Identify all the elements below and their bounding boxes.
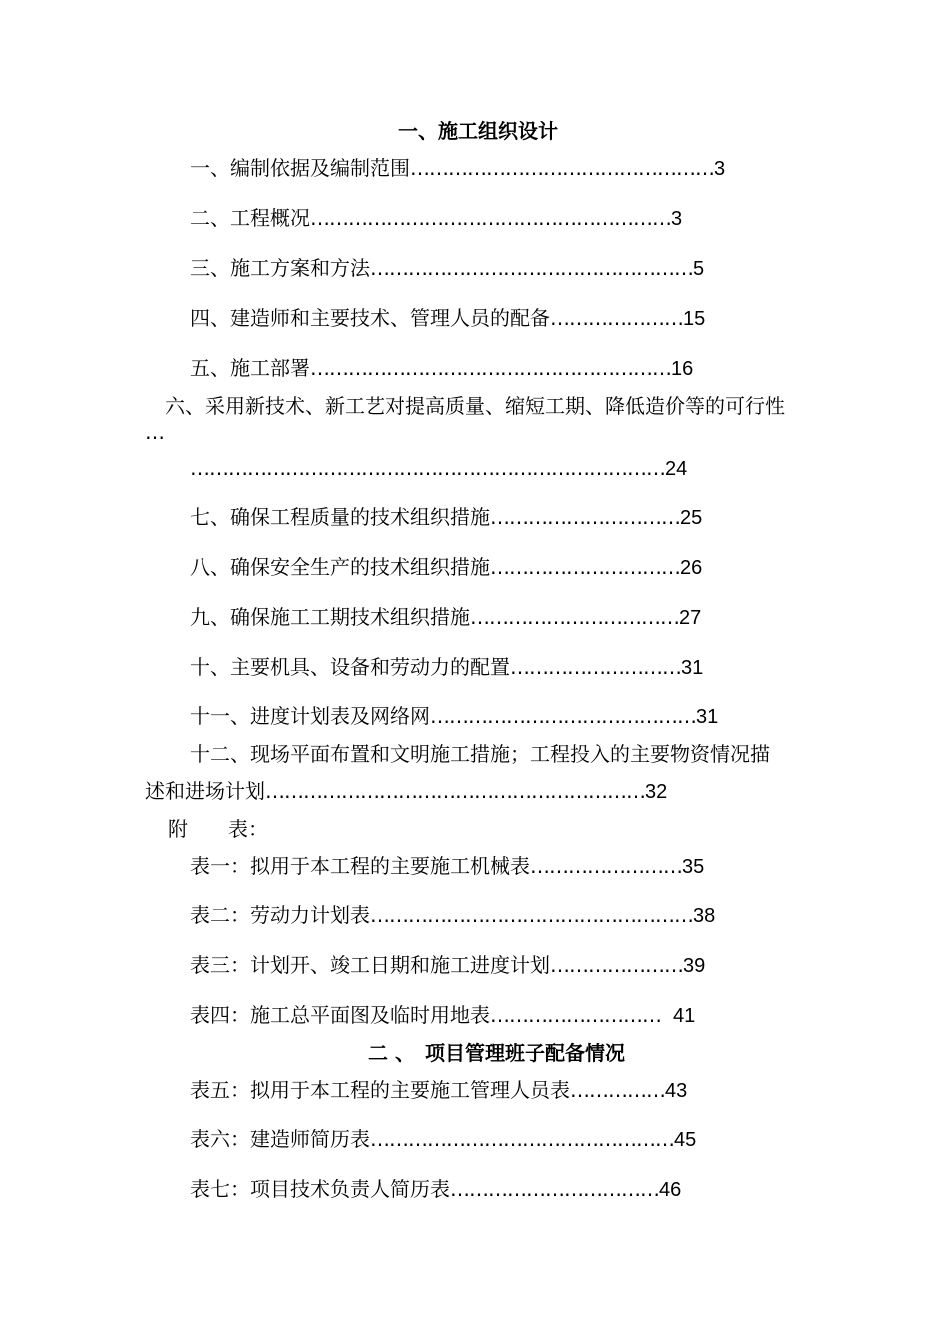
section-title-management-team: 二 、 项目管理班子配备情况 bbox=[368, 1041, 625, 1065]
toc-entry-wrapped-line[interactable]: 十二、现场平面布置和文明施工措施；工程投入的主要物资情况描 bbox=[190, 742, 770, 766]
toc-entry[interactable]: 七、确保工程质量的技术组织措施…………………………25 bbox=[190, 505, 703, 529]
toc-entry[interactable]: 五、施工部署…………………………………………………16 bbox=[190, 356, 694, 380]
toc-entry[interactable]: 二、工程概况…………………………………………………3 bbox=[190, 206, 683, 230]
toc-entry[interactable]: 九、确保施工工期技术组织措施……………………………27 bbox=[190, 605, 702, 629]
appendix-table-entry[interactable]: 表四：施工总平面图及临时用地表……………………… 41 bbox=[190, 1003, 696, 1027]
toc-entry-ellipsis: … bbox=[145, 420, 165, 444]
toc-entry[interactable]: 八、确保安全生产的技术组织措施…………………………26 bbox=[190, 555, 703, 579]
toc-entry[interactable]: …………………………………………………………………24 bbox=[190, 456, 688, 480]
toc-entry[interactable]: 四、建造师和主要技术、管理人员的配备…………………15 bbox=[190, 306, 706, 330]
toc-entry-wrapped-line[interactable]: 六、采用新技术、新工艺对提高质量、缩短工期、降低造价等的可行性 bbox=[165, 394, 785, 418]
appendix-table-entry[interactable]: 表三：计划开、竣工日期和施工进度计划…………………39 bbox=[190, 953, 706, 977]
appendix-table-entry[interactable]: 表二：劳动力计划表……………………………………………38 bbox=[190, 903, 716, 927]
section-title-construction-design: 一、施工组织设计 bbox=[398, 119, 558, 143]
toc-entry[interactable]: 十、主要机具、设备和劳动力的配置………………………31 bbox=[190, 655, 704, 679]
appendix-table-entry[interactable]: 表五：拟用于本工程的主要施工管理人员表……………43 bbox=[190, 1078, 688, 1102]
appendix-table-entry[interactable]: 表六：建造师简历表…………………………………………45 bbox=[190, 1127, 697, 1151]
toc-entry[interactable]: 十一、进度计划表及网络网……………………………………31 bbox=[190, 704, 719, 728]
toc-entry[interactable]: 一、编制依据及编制范围…………………………………………3 bbox=[190, 156, 726, 180]
appendix-table-entry[interactable]: 表七：项目技术负责人简历表……………………………46 bbox=[190, 1177, 682, 1201]
toc-entry[interactable]: 三、施工方案和方法……………………………………………5 bbox=[190, 256, 705, 280]
toc-entry[interactable]: 述和进场计划……………………………………………………32 bbox=[145, 779, 668, 803]
appendix-table-entry[interactable]: 表一：拟用于本工程的主要施工机械表……………………35 bbox=[190, 854, 705, 878]
appendix-label: 附 表： bbox=[168, 817, 268, 841]
